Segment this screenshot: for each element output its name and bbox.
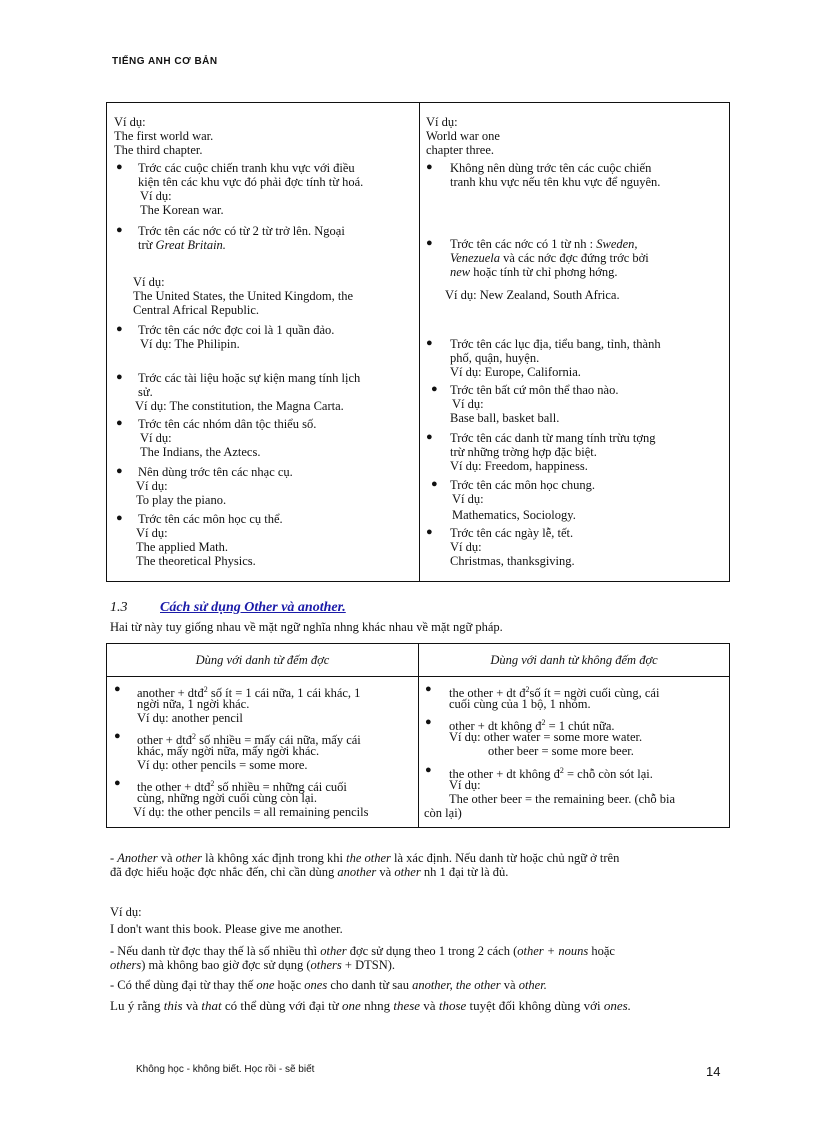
other-another-table — [106, 643, 730, 828]
text-part: và — [500, 978, 519, 992]
text-emphasis: Another — [117, 851, 158, 865]
example-text: Ví dụ: The constitution, the Magna Carta. — [135, 399, 344, 413]
table1-right-column — [420, 103, 729, 581]
rule-text — [450, 237, 638, 251]
rule-text-part: other + dt không đ — [449, 719, 542, 734]
text-part: đợc sử dụng theo 1 trong 2 cách ( — [346, 944, 518, 958]
text-part: cho danh từ sau — [327, 978, 413, 992]
bullet-icon: ● — [426, 337, 433, 349]
rule-text: Trớc tên các nhóm dân tộc thiểu số. — [138, 417, 317, 431]
bullet-icon: ● — [425, 716, 432, 728]
rule-text: Trớc tên các nớc đợc coi là 1 quần đảo. — [138, 323, 335, 337]
example-text: The Korean war. — [140, 203, 224, 217]
text-emphasis: others — [110, 958, 142, 972]
text-emphasis: another — [337, 865, 377, 879]
rule-text: Trớc tên các danh từ mang tính trừu tợng — [450, 431, 656, 445]
example-label: Ví dụ: — [140, 431, 172, 445]
example-text: To play the piano. — [136, 493, 227, 507]
rule-text: Trớc các tài liệu hoặc sự kiện mang tính lịch — [138, 371, 361, 385]
rule-text-emphasis: new — [450, 265, 471, 279]
text-emphasis: another, the other — [412, 978, 501, 992]
rule-text — [450, 251, 649, 265]
paragraph-line — [110, 958, 395, 972]
example-text: World war one — [426, 129, 500, 143]
rule-text-part: Trớc tên các nớc có 1 từ nh : — [450, 237, 597, 251]
table2-divider — [418, 644, 419, 827]
section-number: 1.3 — [110, 600, 128, 615]
rule-text: Trớc tên các môn học chung. — [450, 478, 596, 492]
rule-text: cùng, những ngời cuối cùng còn lại. — [137, 791, 318, 805]
text-emphasis: those — [438, 998, 467, 1013]
example-text: The Indians, the Aztecs. — [140, 445, 261, 459]
text-part: và — [182, 998, 202, 1013]
bullet-icon: ● — [114, 730, 121, 742]
text-emphasis: other — [175, 851, 203, 865]
rule-text: trừ những trờng hợp đặc biệt. — [450, 445, 597, 459]
rule-text: Không nên dùng trớc tên các cuộc chiến — [450, 161, 652, 175]
running-header: TIẾNG ANH CƠ BẢN — [112, 56, 218, 67]
example-text: Ví dụ: Europe, California. — [450, 365, 581, 379]
rule-text: Trớc tên các lục địa, tiểu bang, tỉnh, thành — [450, 337, 661, 351]
bullet-icon: ● — [114, 683, 121, 695]
superscript: 2 — [191, 732, 196, 741]
superscript: 2 — [203, 685, 208, 694]
example-label: Ví dụ: — [450, 540, 482, 554]
text-emphasis: that — [201, 998, 222, 1013]
text-part: hoặc — [588, 944, 615, 958]
rule-text: Trớc tên các nớc có từ 2 từ trở lên. Ngoại — [138, 224, 345, 238]
text-emphasis: this — [163, 998, 183, 1013]
text-emphasis: other. — [518, 978, 547, 992]
bullet-icon: ● — [116, 417, 123, 429]
rule-text: khác, mấy ngời nữa, mấy ngời khác. — [137, 744, 320, 758]
example-label: Ví dụ: — [136, 526, 168, 540]
rule-text: ngời nữa, 1 ngời khác. — [137, 697, 250, 711]
example-text: Ví dụ: the other pencils = all remaining pencils — [133, 805, 369, 819]
example-text: Ví dụ: other pencils = some more. — [137, 758, 308, 772]
example-text: The first world war. — [114, 129, 214, 143]
example-text: Base ball, basket ball. — [450, 411, 560, 425]
superscript: 2 — [541, 718, 546, 727]
rule-text-part: số ít = 1 cái nữa, 1 cái khác, 1 — [207, 686, 361, 701]
text-emphasis: other — [320, 944, 347, 958]
rule-text-part: = 1 chút nữa. — [545, 719, 615, 734]
bullet-icon: ● — [116, 512, 123, 524]
example-label: Ví dụ: — [140, 189, 172, 203]
bullet-icon: ● — [116, 371, 123, 383]
text-part: và — [157, 851, 176, 865]
rule-text: cuối cùng của 1 bộ, 1 nhóm. — [449, 697, 591, 711]
text-part: và — [376, 865, 395, 879]
bullet-icon: ● — [426, 526, 433, 538]
bullet-icon: ● — [426, 161, 433, 173]
paragraph-line — [110, 851, 619, 865]
text-part: nhng — [360, 998, 394, 1013]
example-sentence: I don't want this book. Please give me another. — [110, 922, 343, 936]
text-emphasis: one — [342, 998, 361, 1013]
example-text: other beer = some more beer. — [488, 744, 634, 758]
bullet-icon: ● — [116, 224, 123, 236]
rule-text: Nên dùng trớc tên các nhạc cụ. — [138, 465, 293, 479]
bullet-icon: ● — [426, 431, 433, 443]
example-text: The applied Math. — [136, 540, 228, 554]
rule-text-part: số nhiều = mấy cái nữa, mấy cái — [195, 733, 361, 748]
paragraph-line — [110, 944, 615, 958]
example-label: Ví dụ: — [136, 479, 168, 493]
section-title-link[interactable]: Cách sử dụng Other và another. — [160, 600, 346, 615]
example-text: The third chapter. — [114, 143, 203, 157]
superscript: 2 — [525, 685, 530, 694]
section-intro: Hai từ này tuy giống nhau về mặt ngữ nghĩa nhng khác nhau về mặt ngữ pháp. — [110, 620, 503, 634]
bullet-icon: ● — [116, 323, 123, 335]
text-emphasis: other + nouns — [517, 944, 589, 958]
bullet-icon: ● — [431, 478, 438, 490]
rule-text: tranh khu vực nếu tên khu vực để nguyên. — [450, 175, 661, 189]
text-part: - Nếu danh từ đợc thay thế là số nhiều thì — [110, 944, 321, 958]
rule-text-part: = chỗ còn sót lại. — [563, 767, 653, 782]
text-emphasis: the other — [346, 851, 391, 865]
rule-text — [138, 238, 226, 252]
rule-text-part: và các nớc đợc đứng trớc bởi — [499, 251, 649, 265]
example-text: Christmas, thanksgiving. — [450, 554, 575, 568]
paragraph-line — [110, 999, 631, 1013]
bullet-icon: ● — [116, 161, 123, 173]
rule-text-emphasis: Great Britain. — [155, 238, 226, 252]
example-label: Ví dụ: — [133, 275, 165, 289]
example-text: Ví dụ: New Zealand, South Africa. — [445, 288, 620, 302]
text-part: - — [110, 851, 118, 865]
text-part: là xác định. Nếu danh từ hoặc chủ ngữ ở trên — [390, 851, 620, 865]
example-label: Ví dụ: — [452, 397, 484, 411]
header-countable: Dùng với danh từ đếm đợc — [195, 653, 330, 667]
rule-text: phố, quận, huyện. — [450, 351, 540, 365]
example-label: Ví dụ: — [452, 492, 484, 506]
bullet-icon: ● — [114, 777, 121, 789]
text-emphasis: ones. — [603, 998, 631, 1013]
text-emphasis: one — [256, 978, 275, 992]
bullet-icon: ● — [425, 764, 432, 776]
rule-text: Trớc tên các ngày lễ, tết. — [450, 526, 574, 540]
text-part: đã đợc hiểu hoặc đợc nhắc đến, chỉ cần dùng — [110, 865, 338, 879]
paragraph-line — [110, 865, 508, 879]
example-label: Ví dụ: — [426, 115, 458, 129]
rule-text-part: số ít = ngời cuối cùng, cái — [529, 686, 660, 701]
example-text: The other beer = the remaining beer. (chỗ bia — [449, 792, 676, 806]
text-part: tuyệt đối không dùng với — [466, 998, 604, 1013]
bullet-icon: ● — [425, 683, 432, 695]
text-part: ) mà không bao giờ đợc sử dụng ( — [141, 958, 311, 972]
example-label: Ví dụ: — [114, 115, 146, 129]
rule-text: kiện tên các khu vực đó phải đợc tính từ hoá. — [138, 175, 364, 189]
bullet-icon: ● — [116, 465, 123, 477]
example-text: còn lại) — [424, 806, 462, 820]
example-text: The theoretical Physics. — [136, 554, 256, 568]
article-usage-table — [106, 102, 730, 582]
bullet-icon: ● — [431, 383, 438, 395]
paragraph-line — [110, 978, 547, 992]
rule-text: sử. — [138, 385, 153, 399]
rule-text: Trớc tên các môn học cụ thể. — [138, 512, 283, 526]
text-part: + DTSN). — [341, 958, 396, 972]
example-label: Ví dụ: — [449, 778, 481, 792]
rule-text-part: the other + dt không đ — [449, 767, 560, 782]
text-emphasis: these — [393, 998, 421, 1013]
header-uncountable: Dùng với danh từ không đếm đợc — [490, 653, 658, 667]
rule-text — [450, 265, 618, 279]
bullet-icon: ● — [426, 237, 433, 249]
rule-text-emphasis: Sweden, — [596, 237, 638, 251]
example-text: The United States, the United Kingdom, the — [133, 289, 354, 303]
rule-text-part: other + dtđ — [137, 733, 192, 748]
table1-left-column — [107, 103, 420, 581]
page-number: 14 — [706, 1064, 721, 1079]
example-text: Ví dụ: Freedom, happiness. — [450, 459, 588, 473]
text-emphasis: others — [310, 958, 342, 972]
example-text: chapter three. — [426, 143, 495, 157]
rule-text-part: another + dtđ — [137, 686, 204, 701]
text-part: hoặc — [274, 978, 305, 992]
rule-text-part: số nhiều = những cái cuối — [214, 780, 347, 795]
example-text: Ví dụ: other water = some more water. — [449, 730, 643, 744]
superscript: 2 — [210, 779, 215, 788]
example-label: Ví dụ: — [110, 905, 142, 919]
rule-text-emphasis: Venezuela — [450, 251, 500, 265]
text-part: nh 1 đại từ là đủ. — [420, 865, 509, 879]
rule-text: Trớc tên bất cứ môn thể thao nào. — [450, 383, 619, 397]
example-text: Ví dụ: The Philipin. — [140, 337, 240, 351]
text-part: - Có thể dùng đại từ thay thế — [110, 978, 257, 992]
footer-slogan: Không học - không biết. Học rồi - sẽ biết — [136, 1064, 315, 1075]
text-part: có thể dùng với đại từ — [221, 998, 343, 1013]
text-part: và — [420, 998, 439, 1013]
rule-text-part: hoặc tính từ chỉ phơng hớng. — [470, 265, 618, 279]
superscript: 2 — [559, 766, 564, 775]
example-text: Ví dụ: another pencil — [137, 711, 243, 725]
text-part: là không xác định trong khi — [202, 851, 347, 865]
rule-text: Trớc các cuộc chiến tranh khu vực với điều — [138, 161, 355, 175]
example-text: Mathematics, Sociology. — [452, 508, 576, 522]
rule-text-part: the other + dtđ — [137, 780, 211, 795]
text-part: Lu ý rằng — [110, 998, 164, 1013]
rule-text-part: the other + dt đ — [449, 686, 526, 701]
text-emphasis: other — [394, 865, 421, 879]
example-text: Central Africal Republic. — [133, 303, 260, 317]
rule-text-part: trừ — [138, 238, 156, 252]
text-emphasis: ones — [304, 978, 328, 992]
